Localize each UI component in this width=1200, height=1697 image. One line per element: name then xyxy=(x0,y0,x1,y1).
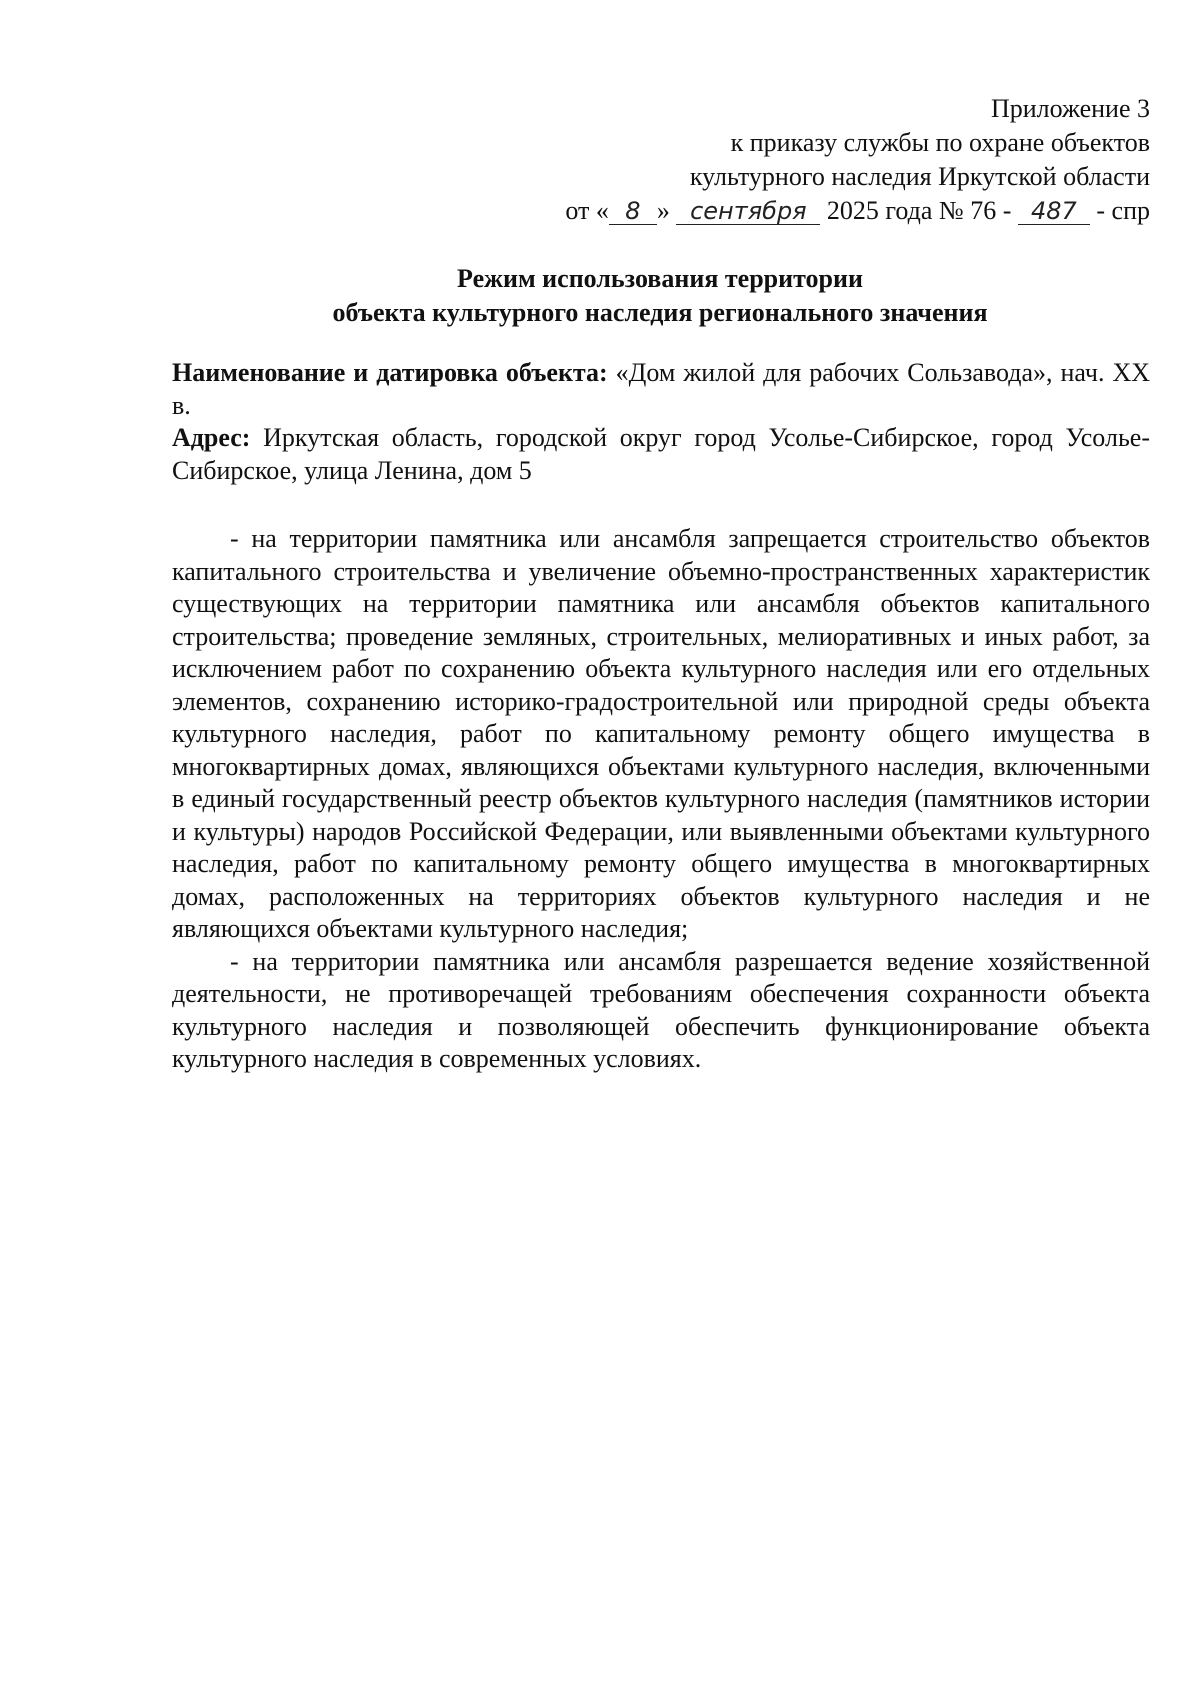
regime-item-permitted: - на территории памятника или ансамбля разрешается ведение хозяйственной деятельности, не противоречащей требованиям обеспечения сохранности объекта культурного наследия и позволяющей обеспечить функционирование объекта культурного наследия в современных условиях. xyxy=(172,946,1150,1073)
title-line-1: Режим использования территории xyxy=(457,264,863,293)
appendix-order-ref: к приказу службы по охране объектов xyxy=(730,128,1150,157)
object-address-paragraph xyxy=(172,422,1150,487)
object-address-label: Адрес: xyxy=(172,423,251,452)
order-suffix: - спр xyxy=(1096,196,1150,225)
object-name-label: Наименование и датировка объекта: xyxy=(172,358,608,387)
object-info xyxy=(172,357,1150,487)
date-separator: » xyxy=(656,196,670,225)
document-title xyxy=(170,262,1150,330)
regime-item-prohibited: - на территории памятника или ансамбля запрещается строительство объектов капитального строительства и увеличение объемно-пространственных характеристик существующих на территории памятника или ансамбля объектов капитального строительства; проведение земляных, строительных, мелиоративных и иных работ, за исключением работ по сохранению объекта культурного наследия или его отдельных элементов, сохранению историко-градостроительной или природной среды объекта культурного наследия, работ по капитальному ремонту общего имущества в многоквартирных домах, являющихся объектами культурного наследия, включенными в единый государственный реестр объектов культурного наследия (памятников истории и культуры) народов Российской Федерации, или выявленными объектами культурного наследия, работ по капитальному ремонту общего имущества в многоквартирных домах, расположенных на территориях объектов культурного наследия и не являющихся объектами культурного наследия; xyxy=(172,524,1150,943)
order-year-text: 2025 года № 76 - xyxy=(826,196,1012,225)
object-name-value: «Дом жилой для рабочих Сользавода», нач. XX в. xyxy=(172,358,1151,420)
approval-block xyxy=(430,92,1150,228)
order-date-line xyxy=(430,194,1150,228)
handwritten-order-number: 487 xyxy=(1018,198,1090,225)
handwritten-month: сентября xyxy=(676,198,820,225)
object-address-value: Иркутская область, городской округ город Усолье-Сибирское, город Усолье-Сибирское, улица Ленина, дом 5 xyxy=(172,423,1150,485)
appendix-number: Приложение 3 xyxy=(990,94,1150,123)
appendix-authority: культурного наследия Иркутской области xyxy=(689,162,1150,191)
object-name-paragraph xyxy=(172,357,1150,422)
handwritten-day: 8 xyxy=(609,198,657,225)
date-prefix: от « xyxy=(565,196,609,225)
title-line-2: объекта культурного наследия регионального значения xyxy=(332,298,988,327)
regime-text xyxy=(172,523,1150,1076)
